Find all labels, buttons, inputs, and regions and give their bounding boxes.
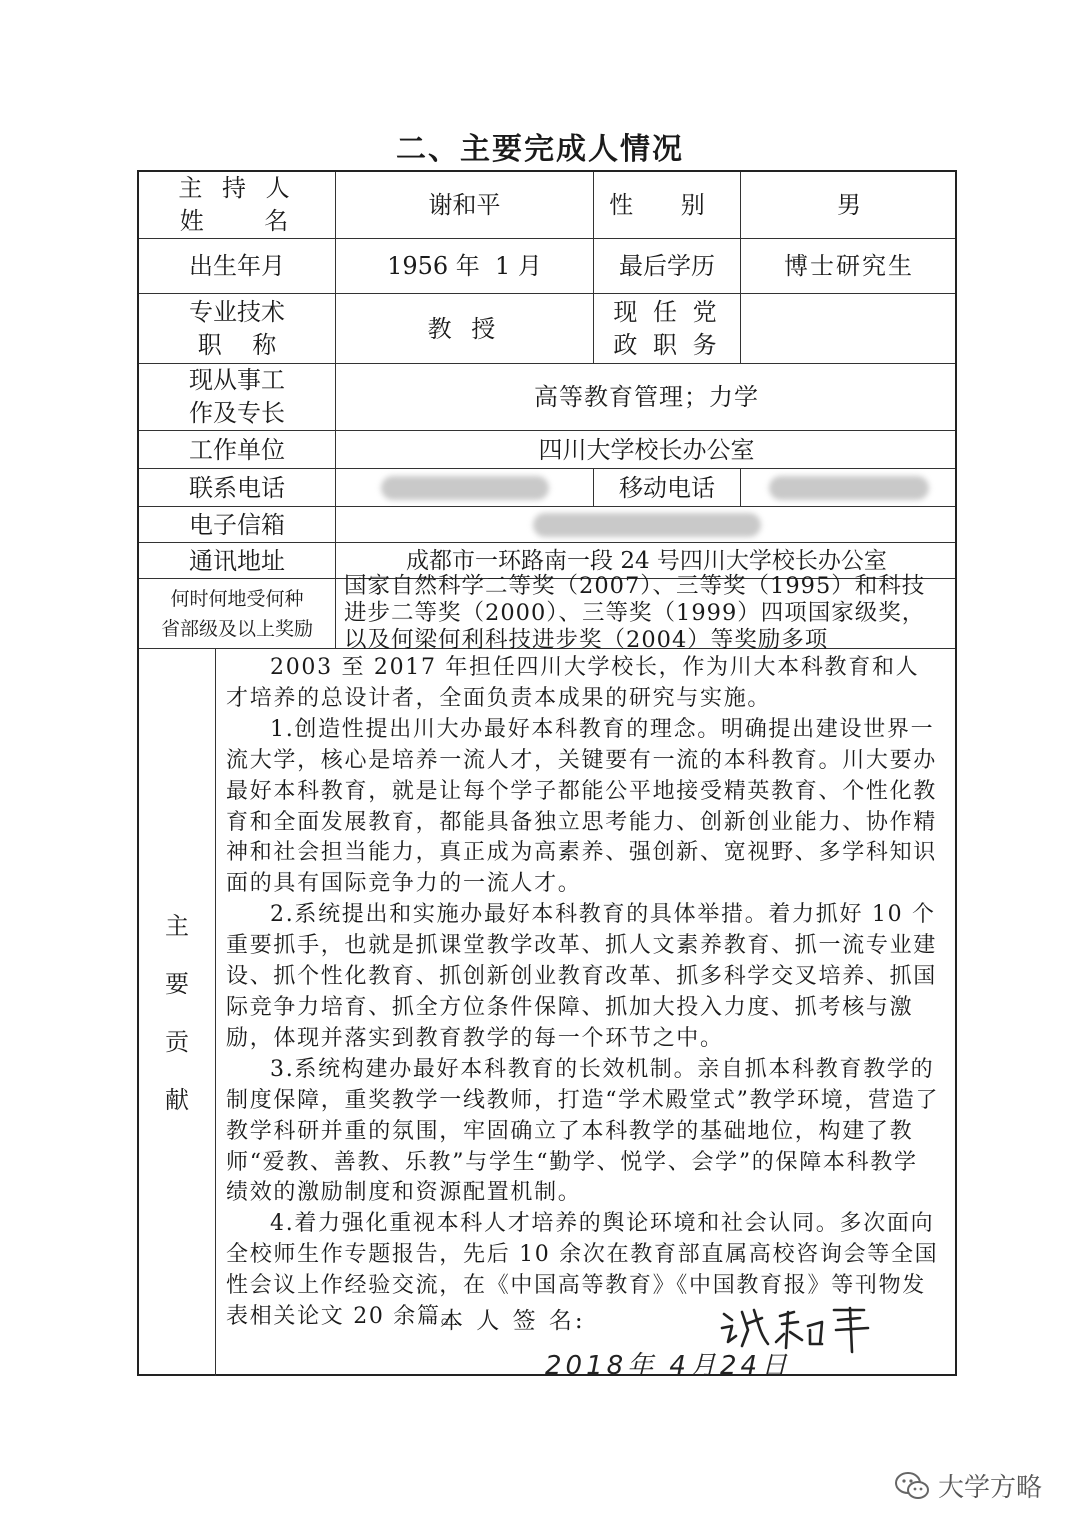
mobile-value-redacted bbox=[740, 469, 957, 506]
contribution-paragraph: 4.着力强化重视本科人才培养的舆论环境和社会认同。多次面向全校师生作专题报告，先后 10 余次在教育部直属高校咨询会等全国性会议上作经验交流，在《中国高等教育》《中国教育报》等刊物发表相关论文 20 余篇。 bbox=[226, 1211, 939, 1330]
applicant-info-table bbox=[137, 170, 957, 1376]
row-title bbox=[139, 294, 955, 364]
unit-label: 工作单位 bbox=[189, 435, 285, 464]
contribution-label-char: 献 bbox=[165, 1085, 189, 1114]
watermark bbox=[894, 1467, 1042, 1504]
contribution-paragraph: 1.创造性提出川大办最好本科教育的理念。明确提出建设世界一流大学，核心是培养一流人才，关键要有一流的本科教育。川大要办最好本科教育，就是让每个学子都能公平地接受精英教育、个性化教育和全面发展教育，都能具备独立思考能力、创新创业能力、协作精神和社会担当能力，真正成为高素养、强创新、宽视野、多学科知识面的具有国际竞争力的一流人才。 bbox=[226, 716, 938, 897]
education-value: 博士研究生 bbox=[740, 239, 957, 293]
email-value-redacted bbox=[335, 507, 957, 542]
contribution-paragraph: 2003 至 2017 年担任四川大学校长，作为川大本科教育和人才培养的总设计者，全面负责本成果的研究与实施。 bbox=[226, 655, 920, 711]
row-name bbox=[139, 172, 955, 239]
row-unit bbox=[139, 431, 955, 469]
party-post-label-line2: 政 职 务 bbox=[613, 330, 721, 359]
contribution-label-char: 贡 bbox=[165, 1027, 189, 1056]
contribution-label-char: 主 bbox=[165, 911, 189, 940]
gender-label: 性 别 bbox=[593, 172, 740, 238]
host-name-label bbox=[139, 172, 335, 238]
awards-label bbox=[139, 579, 335, 648]
row-birth bbox=[139, 239, 955, 294]
host-label-line2: 姓 名 bbox=[179, 207, 295, 235]
redaction-blur bbox=[381, 476, 549, 500]
address-label: 通讯地址 bbox=[189, 546, 285, 575]
work-field-value: 高等教育管理；力学 bbox=[335, 364, 957, 430]
prof-title-label-line1: 专业技术 bbox=[189, 297, 285, 326]
party-post-label bbox=[593, 294, 740, 363]
host-label-line1: 主 持 人 bbox=[178, 174, 296, 202]
email-label: 电子信箱 bbox=[189, 510, 285, 539]
redaction-blur bbox=[533, 513, 761, 537]
address-value: 成都市一环路南一段 24 号四川大学校长办公室 bbox=[335, 543, 957, 578]
page-title: 二、主要完成人情况 bbox=[396, 132, 684, 167]
redaction-blur bbox=[769, 476, 929, 500]
party-post-value bbox=[740, 294, 957, 363]
signature-date: 2018年 4月24日 bbox=[545, 1351, 792, 1381]
unit-value: 四川大学校长办公室 bbox=[335, 431, 957, 468]
name-value: 谢和平 bbox=[335, 172, 593, 238]
signature-label: 本 人 签 名: bbox=[440, 1308, 586, 1334]
awards-label-line1: 何时何地受何种 bbox=[170, 587, 304, 610]
education-label: 最后学历 bbox=[593, 239, 740, 293]
row-work bbox=[139, 364, 955, 431]
row-email bbox=[139, 507, 955, 543]
work-label-line1: 现从事工 bbox=[189, 366, 285, 394]
watermark-text: 大学方略 bbox=[938, 1473, 1043, 1503]
phone-value-redacted bbox=[335, 469, 593, 506]
row-awards bbox=[139, 573, 955, 653]
party-post-label-line1: 现 任 党 bbox=[613, 297, 721, 326]
birth-label: 出生年月 bbox=[189, 252, 285, 280]
contribution-paragraph: 3.系统构建办最好本科教育的长效机制。亲自抓本科教育教学的制度保障，重奖教学一线教师，打造“学术殿堂式”教学环境，营造了教学科研并重的氛围，牢固确立了本科教学的基础地位，构建了教师“爱教、善教、乐教”与学生“勤学、悦学、会学”的保障本科教学绩效的激励制度和资源配置机制。 bbox=[226, 1056, 940, 1206]
contribution-paragraph: 2.系统提出和实施办最好本科教育的具体举措。着力抓好 10 个重要抓手，也就是抓课堂教学改革、抓人文素养教育、抓一流专业建设、抓个性化教育、抓创新创业教育改革、抓多科学交叉培养、抓国际竞争力培育、抓全方位条件保障、抓加大投入力度、抓考核与激励，体现并落实到教育教学的每一个环节之中。 bbox=[226, 902, 938, 1051]
row-contribution bbox=[139, 649, 955, 1376]
awards-label-line2: 省部级及以上奖励 bbox=[160, 617, 313, 640]
prof-title-label bbox=[139, 294, 335, 363]
row-phone bbox=[139, 469, 955, 507]
work-field-label bbox=[139, 364, 335, 430]
awards-value: 国家自然科学二等奖（2007）、三等奖（1995）和科技进步二等奖（2000）、三等奖（1999）四项国家级奖，以及何梁何利科技进步奖（2004）等奖励多项 bbox=[335, 579, 957, 648]
wechat-icon bbox=[894, 1471, 930, 1501]
birth-value: 1956 年 1 月 bbox=[335, 239, 593, 293]
gender-value: 男 bbox=[740, 172, 957, 238]
contribution-label-char: 要 bbox=[165, 969, 189, 998]
mobile-label: 移动电话 bbox=[593, 469, 740, 506]
contribution-text bbox=[215, 649, 955, 1376]
prof-title-label-line2: 职 称 bbox=[197, 330, 277, 359]
prof-title-value: 教 授 bbox=[335, 294, 593, 363]
work-label-line2: 作及专长 bbox=[189, 399, 285, 427]
contribution-label bbox=[139, 649, 215, 1376]
phone-label: 联系电话 bbox=[189, 473, 285, 502]
